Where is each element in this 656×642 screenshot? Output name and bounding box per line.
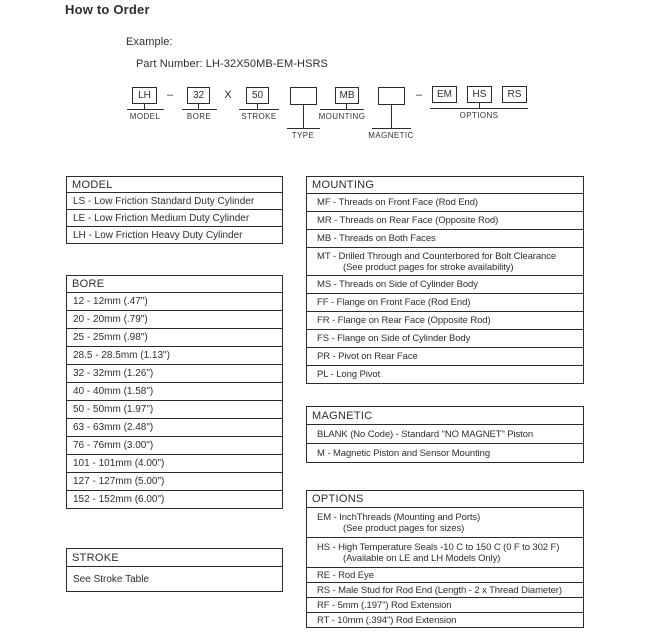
stroke-bracket-line: [239, 109, 279, 110]
table-row: [307, 597, 583, 612]
table-row: [307, 193, 583, 211]
row-text: FS - Flange on Side of Cylinder Body: [317, 333, 471, 344]
model-label: MODEL: [129, 112, 161, 121]
model-bracket-line: [127, 109, 164, 110]
dash-separator-1: –: [166, 89, 174, 101]
table-row: [67, 472, 282, 490]
option-em-box: EM: [432, 86, 457, 103]
table-row: [307, 275, 583, 293]
bore-label: BORE: [186, 112, 212, 121]
table-row: [67, 226, 282, 243]
row-text: 101 - 101mm (4.00"): [73, 458, 165, 469]
magnetic-label: MAGNETIC: [368, 131, 414, 140]
mounting-table: [306, 176, 584, 384]
row-text: 20 - 20mm (.79"): [73, 314, 148, 325]
row-text: 12 - 12mm (.47"): [73, 296, 148, 307]
magnetic-connector-line: [391, 105, 392, 128]
row-text: PR - Pivot on Rear Face: [317, 351, 418, 362]
row-text: 28.5 - 28.5mm (1.13"): [73, 350, 170, 361]
table-row: [67, 364, 282, 382]
table-row: [67, 490, 282, 508]
stroke-code-box: 50: [246, 87, 269, 104]
row-text: MR - Threads on Rear Face (Opposite Rod): [317, 215, 499, 226]
stroke-table: [66, 548, 283, 592]
type-bracket-line: [287, 128, 320, 129]
model-table-header: MODEL: [72, 178, 113, 191]
model-table: [66, 176, 283, 244]
table-row: [307, 293, 583, 311]
mounting-code-box: MB: [335, 87, 359, 104]
type-connector-line: [303, 105, 304, 128]
row-text: 32 - 32mm (1.26"): [73, 368, 154, 379]
option-hs-box: HS: [467, 86, 492, 103]
table-row: [307, 507, 583, 537]
mounting-table-header: MOUNTING: [312, 179, 375, 191]
table-row: [307, 537, 583, 567]
table-row: [307, 311, 583, 329]
row-text: RF - 5mm (.197") Rod Extension: [317, 599, 452, 611]
table-row: [307, 347, 583, 365]
magnetic-bracket-line: [372, 128, 411, 129]
table-row: [307, 443, 583, 462]
type-label: TYPE: [291, 131, 315, 140]
row-text: 25 - 25mm (.98"): [73, 332, 148, 343]
table-row: [67, 192, 282, 209]
row-text: RS - Male Stud for Rod End (Length - 2 x Thread Diameter): [317, 584, 562, 596]
row-text: LE - Low Friction Medium Duty Cylinder: [73, 212, 250, 224]
model-code-box: LH: [132, 87, 157, 104]
row-text: MS - Threads on Side of Cylinder Body: [317, 279, 478, 290]
row-text: M - Magnetic Piston and Sensor Mounting: [317, 447, 490, 459]
table-row: [307, 365, 583, 383]
row-text: 63 - 63mm (2.48"): [73, 422, 154, 433]
bore-bracket-line: [182, 109, 217, 110]
bore-table-header: BORE: [72, 278, 105, 290]
row-text: FR - Flange on Rear Face (Opposite Rod): [317, 315, 491, 326]
table-row: [67, 566, 282, 591]
mounting-label: MOUNTING: [318, 112, 366, 121]
option-rs-box: RS: [502, 86, 527, 103]
table-row: [67, 454, 282, 472]
options-label: OPTIONS: [459, 111, 499, 120]
table-row: [307, 211, 583, 229]
row-text: 40 - 40mm (1.58"): [73, 386, 154, 397]
table-row: [67, 310, 282, 328]
row-text: MB - Threads on Both Faces: [317, 233, 436, 244]
row-text: RE - Rod Eye: [317, 569, 374, 581]
magnetic-table: [306, 406, 584, 463]
page-title: How to Order: [65, 2, 150, 17]
stroke-label: STROKE: [241, 112, 277, 121]
row-text: 127 - 127mm (5.00"): [73, 476, 165, 487]
magnetic-table-header: MAGNETIC: [312, 409, 373, 422]
table-row: [67, 346, 282, 364]
table-row: [307, 329, 583, 347]
table-row: [67, 292, 282, 310]
row-text: BLANK (No Code) - Standard "NO MAGNET" Piston: [317, 428, 534, 440]
example-label: Example:: [126, 36, 173, 48]
bore-table: [66, 275, 283, 509]
stroke-table-header: STROKE: [72, 551, 120, 564]
row-text: LS - Low Friction Standard Duty Cylinder: [73, 195, 255, 207]
row-text: 152 - 152mm (6.00"): [73, 494, 165, 505]
row-text: 76 - 76mm (3.00"): [73, 440, 154, 451]
row-text: MF - Threads on Front Face (Rod End): [317, 197, 478, 208]
row-text-continued: (See product pages for sizes): [343, 522, 465, 534]
magnetic-code-box: [378, 87, 405, 105]
row-text: HS - High Temperature Seals -10 C to 150 C (0 F to 302 F): [317, 541, 560, 553]
table-row: [67, 328, 282, 346]
row-text-continued: (See product pages for stroke availability): [343, 261, 514, 273]
row-text: PL - Long Pivot: [317, 369, 381, 380]
part-number-text: Part Number: LH-32X50MB-EM-HSRS: [136, 58, 328, 70]
table-row: [67, 400, 282, 418]
options-bracket-line: [430, 108, 528, 109]
row-text: FF - Flange on Front Face (Rod End): [317, 297, 471, 308]
type-code-box: [290, 87, 317, 105]
table-row: [67, 418, 282, 436]
dash-separator-2: –: [415, 89, 423, 101]
table-row: [307, 247, 583, 275]
table-row: [307, 582, 583, 597]
row-text: See Stroke Table: [73, 573, 149, 585]
table-row: [307, 229, 583, 247]
row-text: RT - 10mm (.394") Rod Extension: [317, 614, 457, 626]
table-row: [67, 382, 282, 400]
mounting-bracket-line: [320, 109, 364, 110]
row-text-continued: (Available on LE and LH Models Only): [343, 552, 501, 564]
bore-code-box: 32: [187, 87, 210, 104]
row-text: 50 - 50mm (1.97"): [73, 404, 154, 415]
row-text: MT - Drilled Through and Counterbored for Bolt Clearance: [317, 250, 557, 262]
table-row: [67, 209, 282, 226]
options-table: [306, 490, 584, 628]
x-separator: X: [224, 89, 232, 101]
options-table-header: OPTIONS: [312, 493, 364, 505]
table-row: [67, 436, 282, 454]
table-row: [307, 424, 583, 443]
table-row: [307, 567, 583, 582]
table-row: [307, 612, 583, 627]
row-text: LH - Low Friction Heavy Duty Cylinder: [73, 229, 243, 241]
row-text: EM - InchThreads (Mounting and Ports): [317, 511, 481, 523]
